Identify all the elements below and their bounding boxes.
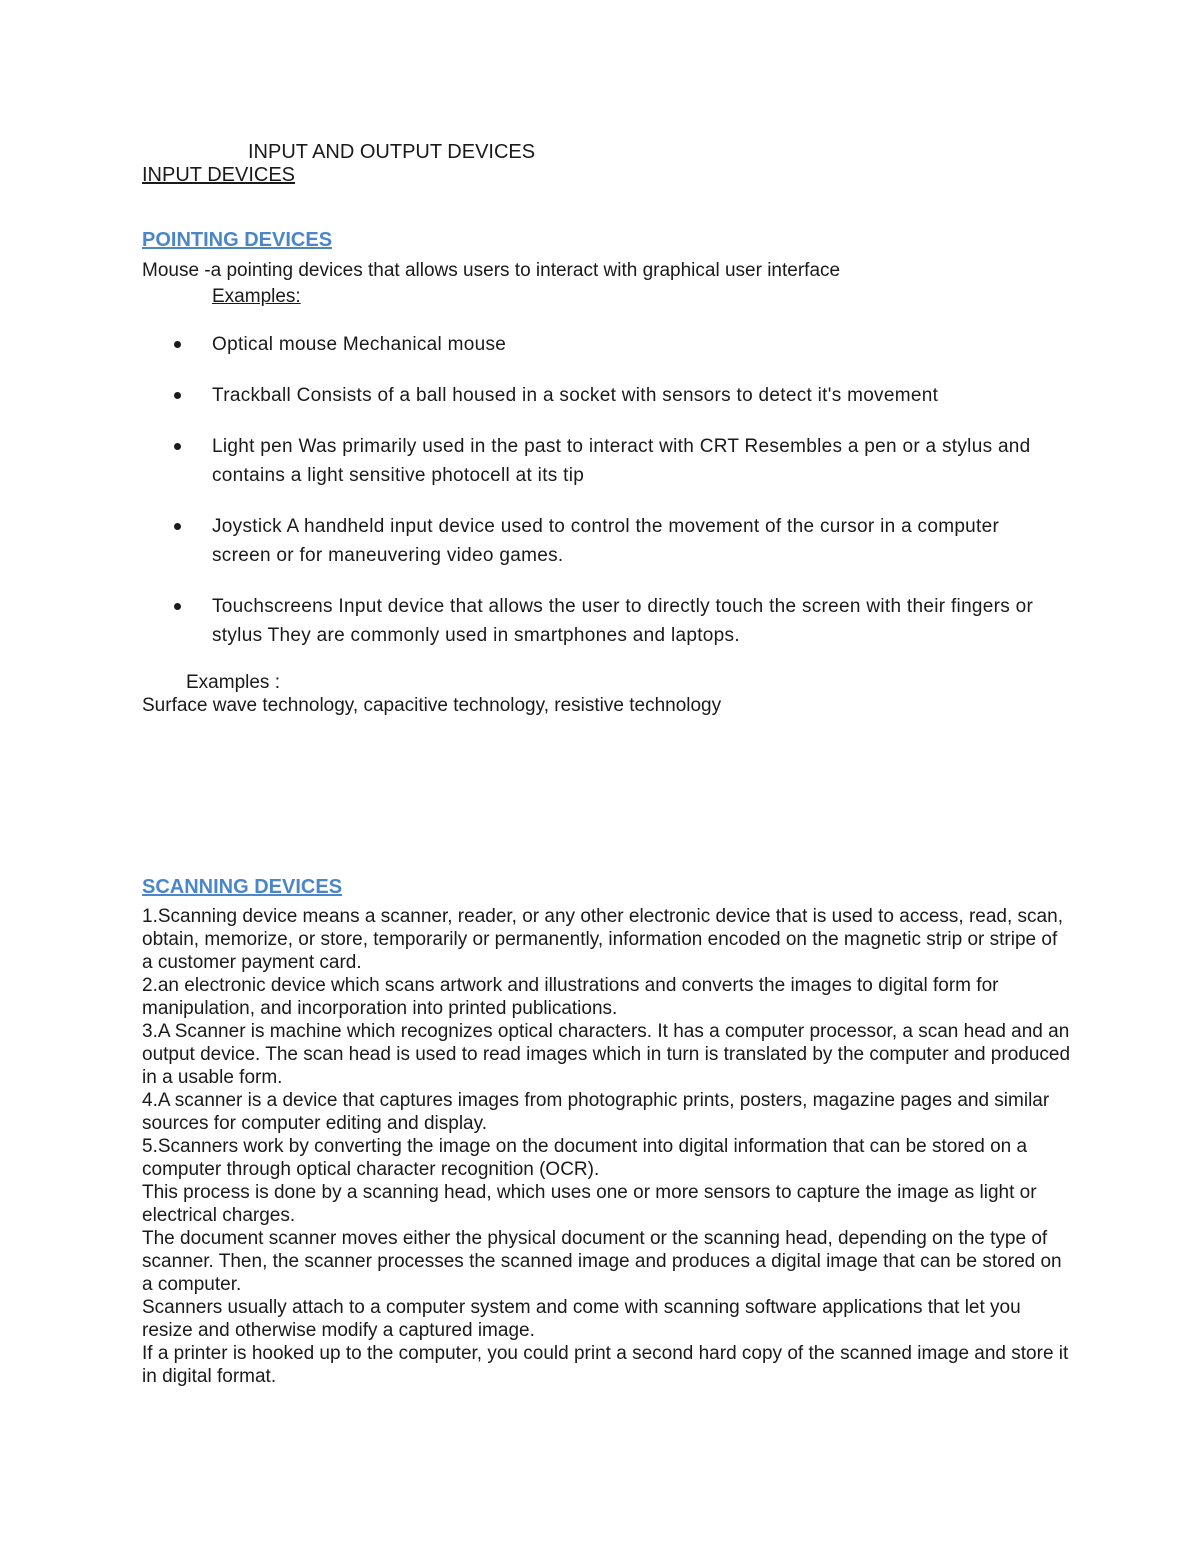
- scanning-devices-body: [142, 905, 1072, 1388]
- bullet-icon: [174, 523, 181, 530]
- examples-label: Examples:: [212, 286, 301, 307]
- list-item-text: Trackball Consists of a ball housed in a socket with sensors to detect it's movement: [212, 385, 939, 406]
- list-item-text: Optical mouse Mechanical mouse: [212, 334, 507, 355]
- bullet-icon: [174, 443, 181, 450]
- document-title: INPUT AND OUTPUT DEVICES: [248, 141, 536, 163]
- paragraph: If a printer is hooked up to the computer, you could print a second hard copy of the scanned image and store it in digital format.: [142, 1343, 1069, 1387]
- paragraph: This process is done by a scanning head, which uses one or more sensors to capture the image as light or electrical charges.: [142, 1182, 1037, 1226]
- paragraph: 3.A Scanner is machine which recognizes optical characters. It has a computer processor, a scan head and an output device. The scan head is used to read images which in turn is translated by the computer and produced in a usable form.: [142, 1021, 1071, 1088]
- document-subtitle: INPUT DEVICES: [142, 164, 295, 186]
- pointing-devices-heading: POINTING DEVICES: [142, 229, 333, 251]
- paragraph: The document scanner moves either the physical document or the scanning head, depending on the type of scanner. Then, the scanner processes the scanned image and produces a digital image that can be stored on a computer.: [142, 1228, 1062, 1295]
- bullet-icon: [174, 603, 181, 610]
- touchscreen-examples-label: Examples :: [186, 672, 280, 693]
- list-item-text: Joystick A handheld input device used to control the movement of the cursor in a computer screen or for maneuvering video games.: [212, 516, 1000, 566]
- paragraph: 4.A scanner is a device that captures images from photographic prints, posters, magazine pages and similar sources for computer editing and display.: [142, 1090, 1050, 1134]
- touchscreen-examples-text: Surface wave technology, capacitive technology, resistive technology: [142, 695, 722, 716]
- paragraph: 1.Scanning device means a scanner, reader, or any other electronic device that is used to access, read, scan, obtain, memorize, or store, temporarily or permanently, information encoded on the magnetic strip or stripe of a customer payment card.: [142, 906, 1063, 973]
- paragraph: 5.Scanners work by converting the image on the document into digital information that can be stored on a computer through optical character recognition (OCR).: [142, 1136, 1028, 1180]
- list-item-text: Touchscreens Input device that allows the user to directly touch the screen with their fingers or stylus They are commonly used in smartphones and laptops.: [212, 596, 1034, 646]
- scanning-devices-heading: SCANNING DEVICES: [142, 876, 343, 898]
- paragraph: Scanners usually attach to a computer system and come with scanning software applications that let you resize and otherwise modify a captured image.: [142, 1297, 1021, 1341]
- bullet-icon: [174, 341, 181, 348]
- list-item-text: Light pen Was primarily used in the past to interact with CRT Resembles a pen or a stylus and contains a light sensitive photocell at its tip: [212, 436, 1031, 486]
- paragraph: 2.an electronic device which scans artwork and illustrations and converts the images to digital form for manipulation, and incorporation into printed publications.: [142, 975, 999, 1019]
- bullet-icon: [174, 392, 181, 399]
- mouse-intro-text: Mouse -a pointing devices that allows users to interact with graphical user interface: [142, 260, 841, 281]
